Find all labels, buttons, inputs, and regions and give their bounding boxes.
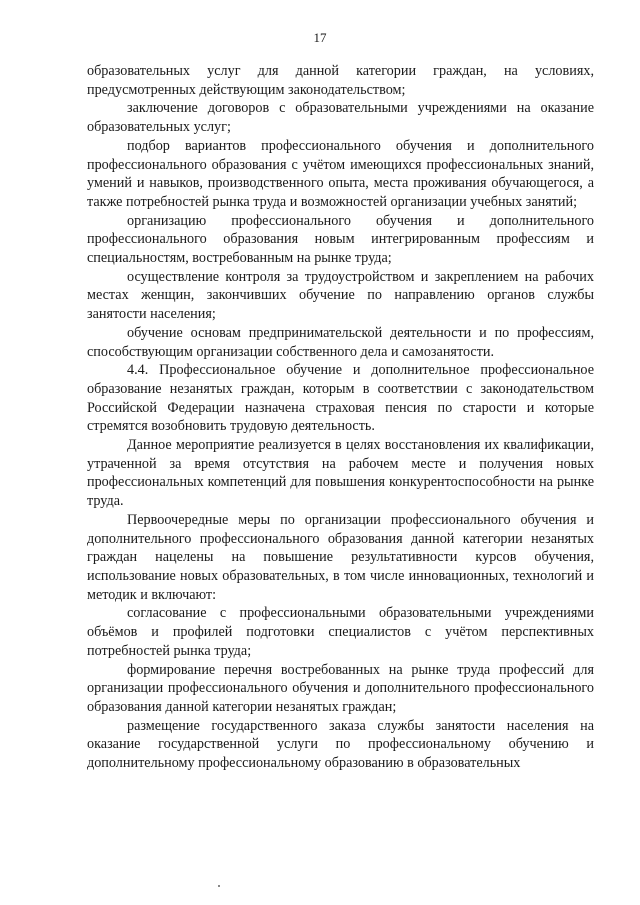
paragraph: размещение государственного заказа службы занятости населения на оказание государственной услуги по профессиональному обучению и дополнительному профессиональному образованию в образовательных: [87, 717, 594, 772]
document-body: [87, 62, 594, 773]
page-number: 17: [313, 30, 327, 45]
paragraph: подбор вариантов профессионального обучения и дополнительного профессионального образования с учётом имеющихся профессиональных знаний, умений и навыков, производственного опыта, места проживания обучающегося, а также потребностей рынка труда и возможностей организации учебных занятий;: [87, 137, 594, 210]
paragraph: формирование перечня востребованных на рынке труда профессий для организации профессионального обучения и дополнительного профессионального образования данной категории незанятых граждан;: [87, 661, 594, 715]
paragraph: образовательных услуг для данной категории граждан, на условиях, предусмотренных действующим законодательством;: [87, 63, 594, 98]
paragraph: согласование с профессиональными образовательными учреждениями объёмов и профилей подготовки специалистов с учётом перспективных потребностей рынка труда;: [87, 605, 594, 659]
paragraph: осуществление контроля за трудоустройством и закреплением на рабочих местах женщин, закончивших обучение по направлению органов службы занятости населения;: [87, 268, 594, 323]
paragraph: обучение основам предпринимательской деятельности и по профессиям, способствующим организации собственного дела и самозанятости.: [87, 324, 594, 360]
paragraph: организацию профессионального обучения и дополнительного профессионального образования новым интегрированным профессиям и специальностям, востребованным на рынке труда;: [87, 212, 594, 267]
section-heading-paragraph: 4.4. Профессиональное обучение и дополнительное профессиональное образование незанятых граждан, которым в соответствии с законодательством Российской Федерации назначена страховая пенсия по старости и которые стремятся возобновить трудовую деятельность.: [87, 362, 594, 435]
paragraph: Данное мероприятие реализуется в целях восстановления их квалификации, утраченной за время отсутствия на рабочем месте и получения новых профессиональных компетенций для повышения конкурентоспособности на рынке труда.: [87, 437, 594, 510]
scan-speck: [218, 885, 220, 887]
paragraph: заключение договоров с образовательными учреждениями на оказание образовательных услуг;: [87, 100, 594, 136]
paragraph: Первоочередные меры по организации профессионального обучения и дополнительного профессионального образования данной категории незанятых граждан нацелены на повышение результативности курсов обучения, использование новых образовательных, в том числе инновационных, технологий и методик и включают:: [87, 511, 594, 603]
